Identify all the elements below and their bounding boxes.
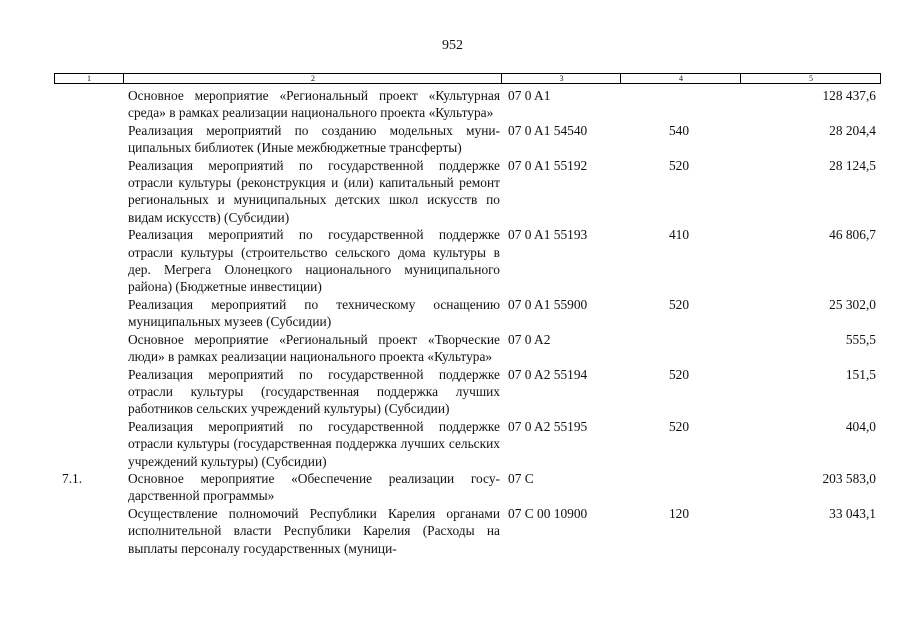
row-code: 07 0 A2	[508, 331, 551, 347]
row-amount: 151,5	[845, 366, 876, 382]
row-name: Реализация мероприятий по созданию модельных муниципальных библиотек (Иные межбюджетные трансферты)	[128, 122, 500, 156]
row-amount: 33 043,1	[829, 505, 876, 521]
header-col-2: 2	[123, 74, 502, 83]
row-code: 07 0 A1	[508, 88, 551, 103]
table-row	[0, 505, 905, 557]
page-number: 952	[442, 38, 463, 53]
table-row	[0, 331, 905, 366]
row-code: 07 C 00 10900	[508, 505, 588, 521]
table-row	[0, 226, 905, 296]
row-amount: 25 302,0	[829, 296, 876, 312]
row-name: Реализация мероприятий по техническому оснащению муниципальных музеев (Субсидии)	[128, 296, 500, 330]
row-code: 07 0 A1 54540	[508, 122, 588, 138]
row-number: 7.1.	[62, 470, 83, 486]
table-row	[0, 87, 905, 122]
row-name: Реализация мероприятий по государственной поддержке отрасли культуры (строительство сельского дома культуры в дер. Мегрега Олонецкого национального муниципального района) (Бюджетные инвестиции)	[128, 227, 500, 295]
row-amount: 404,0	[845, 418, 876, 434]
header-col-4: 4	[620, 74, 741, 83]
row-type: 520	[668, 157, 690, 173]
table-row	[0, 122, 905, 157]
row-amount: 28 204,4	[829, 122, 876, 138]
row-code: 07 C	[508, 470, 534, 486]
row-code: 07 0 A1 55193	[508, 227, 588, 243]
row-code: 07 0 A1 55192	[508, 157, 588, 173]
header-col-3: 3	[501, 74, 621, 83]
row-code: 07 0 A2 55195	[508, 418, 588, 434]
row-name: Реализация мероприятий по государственной поддержке отрасли культуры (государственная поддержка лучших сельских учреждений культуры) (Субсидии)	[128, 418, 500, 469]
table-row	[0, 296, 905, 331]
row-amount: 46 806,7	[829, 227, 876, 243]
row-name: Реализация мероприятий по государственной поддержке отрасли культуры (реконструкция и (или) капитальный ремонт региональных и муниципальных детских школ искусств по видам искусств) (Субсидии)	[128, 157, 500, 225]
row-name: Реализация мероприятий по государственной поддержке отрасли культуры (государственная поддержка лучших работников сельских учреждений культуры) (Субсидии)	[128, 366, 500, 417]
row-type: 410	[668, 227, 690, 243]
row-type: 520	[668, 366, 690, 382]
header-col-5: 5	[740, 74, 881, 83]
header-col-1: 1	[87, 74, 91, 83]
budget-table-body	[0, 87, 905, 557]
table-row	[0, 418, 905, 470]
row-type: 520	[668, 296, 690, 312]
table-row	[0, 470, 905, 505]
row-name: Осуществление полномочий Республики Карелия органами исполнительной власти Республики Карелия (Расходы на выплаты персоналу государственных (муници-	[128, 505, 500, 556]
row-code: 07 0 A2 55194	[508, 366, 588, 382]
table-row	[0, 157, 905, 227]
row-type: 540	[668, 122, 690, 138]
table-row	[0, 366, 905, 418]
row-amount: 555,5	[845, 331, 876, 347]
row-amount: 28 124,5	[829, 157, 876, 173]
row-name: Основное мероприятие «Региональный проект «Творческие люди» в рамках реализации национального проекта «Культура»	[128, 331, 500, 365]
row-name: Основное мероприятие «Обеспечение реализации государственной программы»	[128, 470, 500, 504]
row-amount: 128 437,6	[822, 88, 876, 103]
row-code: 07 0 A1 55900	[508, 296, 588, 312]
row-type: 520	[668, 418, 690, 434]
row-name: Основное мероприятие «Региональный проект «Культурная среда» в рамках реализации национального проекта «Культура»	[128, 88, 500, 121]
row-amount: 203 583,0	[822, 470, 876, 486]
table-header	[54, 73, 881, 84]
row-type: 120	[668, 505, 690, 521]
